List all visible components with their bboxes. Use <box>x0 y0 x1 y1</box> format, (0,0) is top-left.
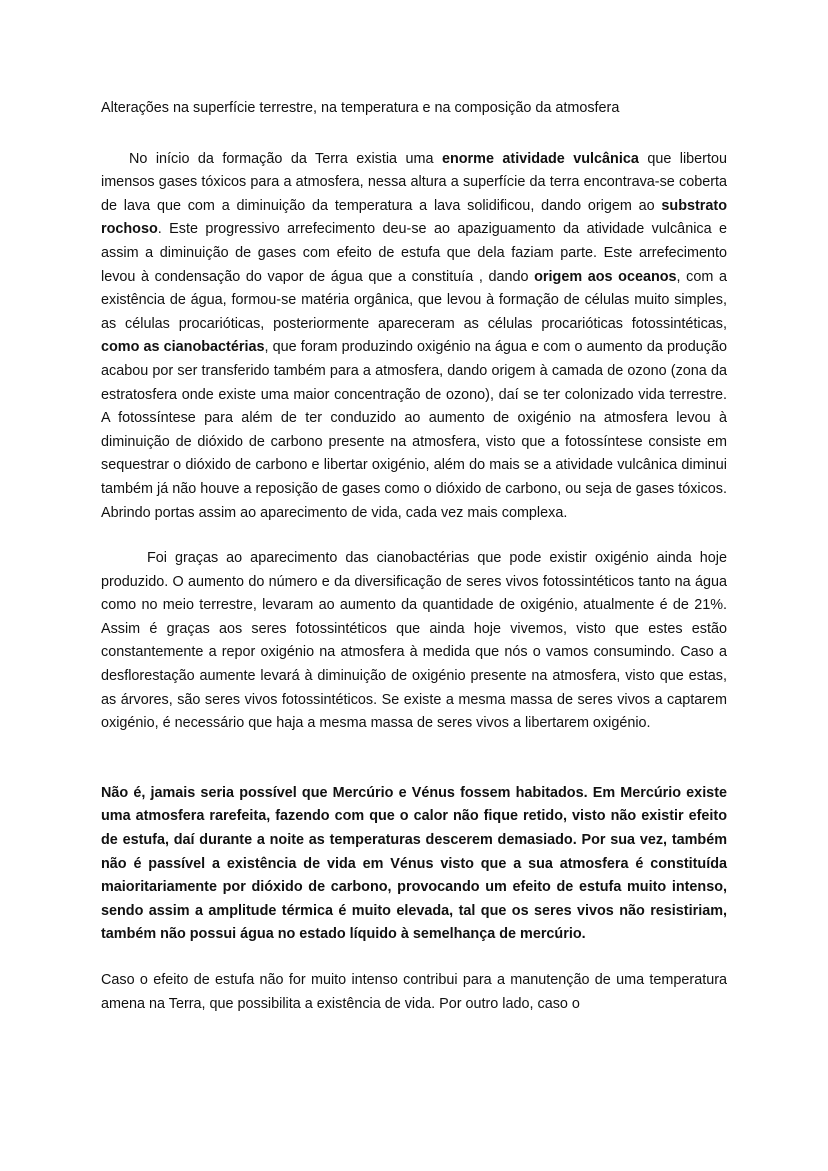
paragraph-1-text-2: que libertou imensos gases tóxicos para a atmosfera, nessa altura a superfície da terra encontrava-se coberta de lava que com a diminuição da temperatura a lava solidificou, dando origem ao <box>101 150 727 214</box>
paragraph-1-bold-1: enorme atividade vulcânica <box>441 150 639 167</box>
paragraph-1-text-4: , com a existência de água, formou-se matéria orgânica, que levou à formação de células muito simples, as células procarióticas, posteriormente apareceram as células procarióticas fotossintéticas, <box>101 268 727 332</box>
paragraph-3: Não é, jamais seria possível que Mercúrio e Vénus fossem habitados. Em Mercúrio existe uma atmosfera rarefeita, fazendo com que o calor não fique retido, visto não existir efeito de estufa, daí durante a noite as temperaturas descerem demasiado. Por sua vez, também não é passível a existência de vida em Vénus visto que a sua atmosfera é constituída maioritariamente por dióxido de carbono, provocando um efeito de estufa muito intenso, sendo assim a amplitude térmica é muito elevada, tal que os seres vivos não resistiriam, também não possui água no estado líquido à semelhança de mercúrio. <box>101 784 727 943</box>
paragraph-1-text-5: , que foram produzindo oxigénio na água e com o aumento da produção acabou por ser transferido também para a atmosfera, dando origem à camada de ozono (zona da estratosfera onde existe uma maior concentração de ozono), daí se ter colonizado vida terrestre. A fotossíntese para além de ter conduzido ao aumento de oxigénio na atmosfera levou à diminuição de dióxido de carbono presente na atmosfera, visto que a fotossíntese consiste em sequestrar o dióxido de carbono e libertar oxigénio, além do mais se a atividade vulcânica diminui também já não houve a reposição de gases como o dióxido de carbono, ou seja de gases tóxicos. Abrindo portas assim ao aparecimento de vida, cada vez mais complexa. <box>101 339 727 521</box>
paragraph-1-text-1: No início da formação da Terra existia uma <box>129 150 442 167</box>
paragraph-1 <box>101 148 727 526</box>
paragraph-1-bold-3: origem aos oceanos <box>534 268 677 285</box>
paragraph-1-text-3: . Este progressivo arrefecimento deu-se ao apaziguamento da atividade vulcânica e assim a diminuição de gases com efeito de estufa que dela faziam parte. Este arrefecimento levou à condensação do vapor de água que a constituía , dando <box>101 221 727 285</box>
paragraph-1-bold-2: substrato rochoso <box>101 197 727 238</box>
document-page <box>101 97 727 1016</box>
paragraph-2: Foi graças ao aparecimento das cianobactérias que pode existir oxigénio ainda hoje produzido. O aumento do número e da diversificação de seres vivos fotossintéticos tanto na água como no meio terrestre, levaram ao aumento da quantidade de oxigénio, atualmente é de 21%. Assim é graças aos seres fotossintéticos que ainda hoje vivemos, visto que estes estão constantemente a repor oxigénio na atmosfera à medida que nós o vamos consumindo. Caso a desflorestação aumente levará à diminuição de oxigénio presente na atmosfera, visto que estas, as árvores, são seres vivos fotossintéticos. Se existe a mesma massa de seres vivos a captarem oxigénio, é necessário que haja a mesma massa de seres vivos a libertarem oxigénio. <box>101 550 727 732</box>
paragraph-1-bold-4: como as cianobactérias <box>101 339 265 356</box>
document-title: Alterações na superfície terrestre, na temperatura e na composição da atmosfera <box>101 100 620 116</box>
paragraph-4: Caso o efeito de estufa não for muito intenso contribui para a manutenção de uma temperatura amena na Terra, que possibilita a existência de vida. Por outro lado, caso o <box>101 972 727 1012</box>
